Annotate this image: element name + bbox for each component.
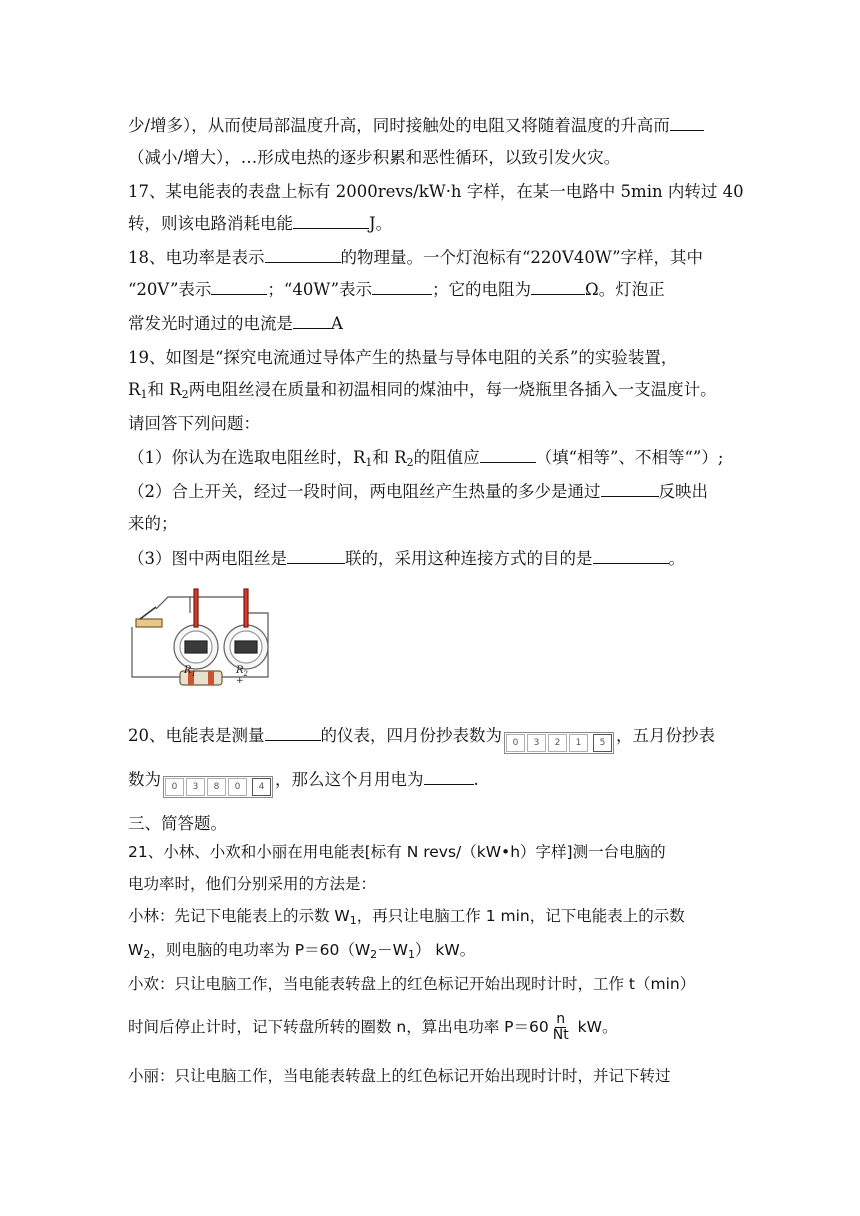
question-21-line-6: 时间后停止计时，记下转盘所转的圈数 n，算出电功率 P＝60 $\frac{n}{Nt}$ kW。 xyxy=(128,1011,618,1043)
answer-blank[interactable] xyxy=(287,547,345,564)
question-20-line-2: 数为 0 3 8 0 4 ，那么这个月用电为 . xyxy=(128,768,479,798)
answer-blank[interactable] xyxy=(293,212,369,229)
thermometer-icon xyxy=(194,589,198,627)
question-21-line-7: 小丽：只让电脑工作，当电能表转盘上的红色标记开始出现时计时，并记下转过 xyxy=(128,1067,671,1085)
meter-digit: 0 xyxy=(228,778,247,796)
meter-digit: 8 xyxy=(207,778,226,796)
question-21-line-5: 小欢：只让电脑工作，当电能表转盘上的红色标记开始出现时计时，工作 t（min） xyxy=(128,975,696,993)
resistor-wire-icon xyxy=(185,641,207,653)
answer-blank[interactable] xyxy=(372,278,432,295)
question-19-line-5: （2）合上开关，经过一段时间，两电阻丝产生热量的多少是通过 反映出 xyxy=(128,482,708,501)
section-3-heading: 三、简答题。 xyxy=(128,814,227,833)
answer-blank[interactable] xyxy=(424,768,474,785)
question-20-line-1: 20、电能表是测量 的仪表，四月份抄表数为 0 3 2 1 5 ，五月份抄表 xyxy=(128,724,715,754)
question-17-line-2: 转，则该电路消耗电能 J。 xyxy=(128,214,393,233)
text-line-2: （减小/增大），…形成电热的逐步积累和恶性循环，以致引发火灾。 xyxy=(128,148,621,167)
question-17-line-1: 17、某电能表的表盘上标有 2000revs/kW·h 字样，在某一电路中 5min 内转过 40 xyxy=(128,182,744,201)
r1-label: $R_1$ xyxy=(184,665,196,678)
answer-blank[interactable] xyxy=(211,278,267,295)
question-18-line-3: 常发光时通过的电流是 A xyxy=(128,314,343,333)
wire xyxy=(156,597,190,613)
question-21-line-3: 小林：先记下电能表上的示数 $W_1$，再只让电脑工作 1 min，记下电能表上的示数 xyxy=(128,907,685,927)
question-21-line-2: 电功率时，他们分别采用的方法是： xyxy=(128,875,377,893)
meter-digit: 1 xyxy=(569,734,588,752)
switch-icon xyxy=(136,619,162,627)
meter-digit: 0 xyxy=(506,734,525,752)
circuit-figure xyxy=(128,585,276,713)
meter-decimal-digit: 4 xyxy=(252,778,271,796)
question-19-line-7: （3）图中两电阻丝是 联的，采用这种连接方式的目的是 。 xyxy=(128,549,685,568)
question-21-line-1: 21、小林、小欢和小丽在用电能表[标有 N revs/（kW•h）字样]测一台电脑的 xyxy=(128,843,666,861)
meter-digit: 2 xyxy=(548,734,567,752)
thermometer-icon xyxy=(244,589,248,627)
fraction-n-over-nt: $\frac{n}{Nt}$ xyxy=(552,1011,569,1043)
answer-blank[interactable] xyxy=(293,312,331,329)
meter-digit: 0 xyxy=(165,778,184,796)
answer-blank[interactable] xyxy=(265,246,341,263)
switch-lever xyxy=(140,607,156,619)
answer-blank[interactable] xyxy=(593,547,669,564)
question-18-line-2: “20V”表示 ；“40W”表示 ；它的电阻为 Ω。灯泡正 xyxy=(128,280,665,299)
answer-blank[interactable] xyxy=(670,114,704,131)
resistor-wire-icon xyxy=(235,641,257,653)
meter-reading-april xyxy=(504,732,614,754)
question-19-line-2: $R_1$和 $R_2$两电阻丝浸在质量和初温相同的煤油中，每一烧瓶里各插入一支温度计。 xyxy=(128,380,717,401)
question-19-line-4: （1）你认为在选取电阻丝时，$R_1$和 $R_2$的阻值应 （填“相等”、不相等“”）; xyxy=(128,448,724,469)
r2-label: $R_2$ xyxy=(236,665,248,678)
meter-digit: 3 xyxy=(186,778,205,796)
plus-label: + xyxy=(236,676,244,686)
question-19-line-3: 请回答下列问题： xyxy=(128,414,260,433)
wire xyxy=(132,627,180,677)
text-line-1: 少/增多），从而使局部温度升高，同时接触处的电阻又将随着温度的升高而 xyxy=(128,114,704,138)
question-19-line-6: 来的； xyxy=(128,514,178,533)
answer-blank[interactable] xyxy=(531,278,585,295)
answer-blank[interactable] xyxy=(601,480,659,497)
question-18-line-1: 18、电功率是表示 的物理量。一个灯泡标有“220V40W”字样，其中 xyxy=(128,248,704,267)
meter-reading-may xyxy=(163,776,273,798)
meter-digit: 3 xyxy=(527,734,546,752)
meter-decimal-digit: 5 xyxy=(593,734,612,752)
question-21-line-4: $W_2$，则电脑的电功率为 $P=60(W_2-W_1)$ kW。 xyxy=(128,941,476,961)
answer-blank[interactable] xyxy=(480,446,536,463)
question-19-line-1: 19、如图是“探究电流通过导体产生的热量与导体电阻的关系”的实验装置， xyxy=(128,348,678,367)
answer-blank[interactable] xyxy=(265,724,321,741)
